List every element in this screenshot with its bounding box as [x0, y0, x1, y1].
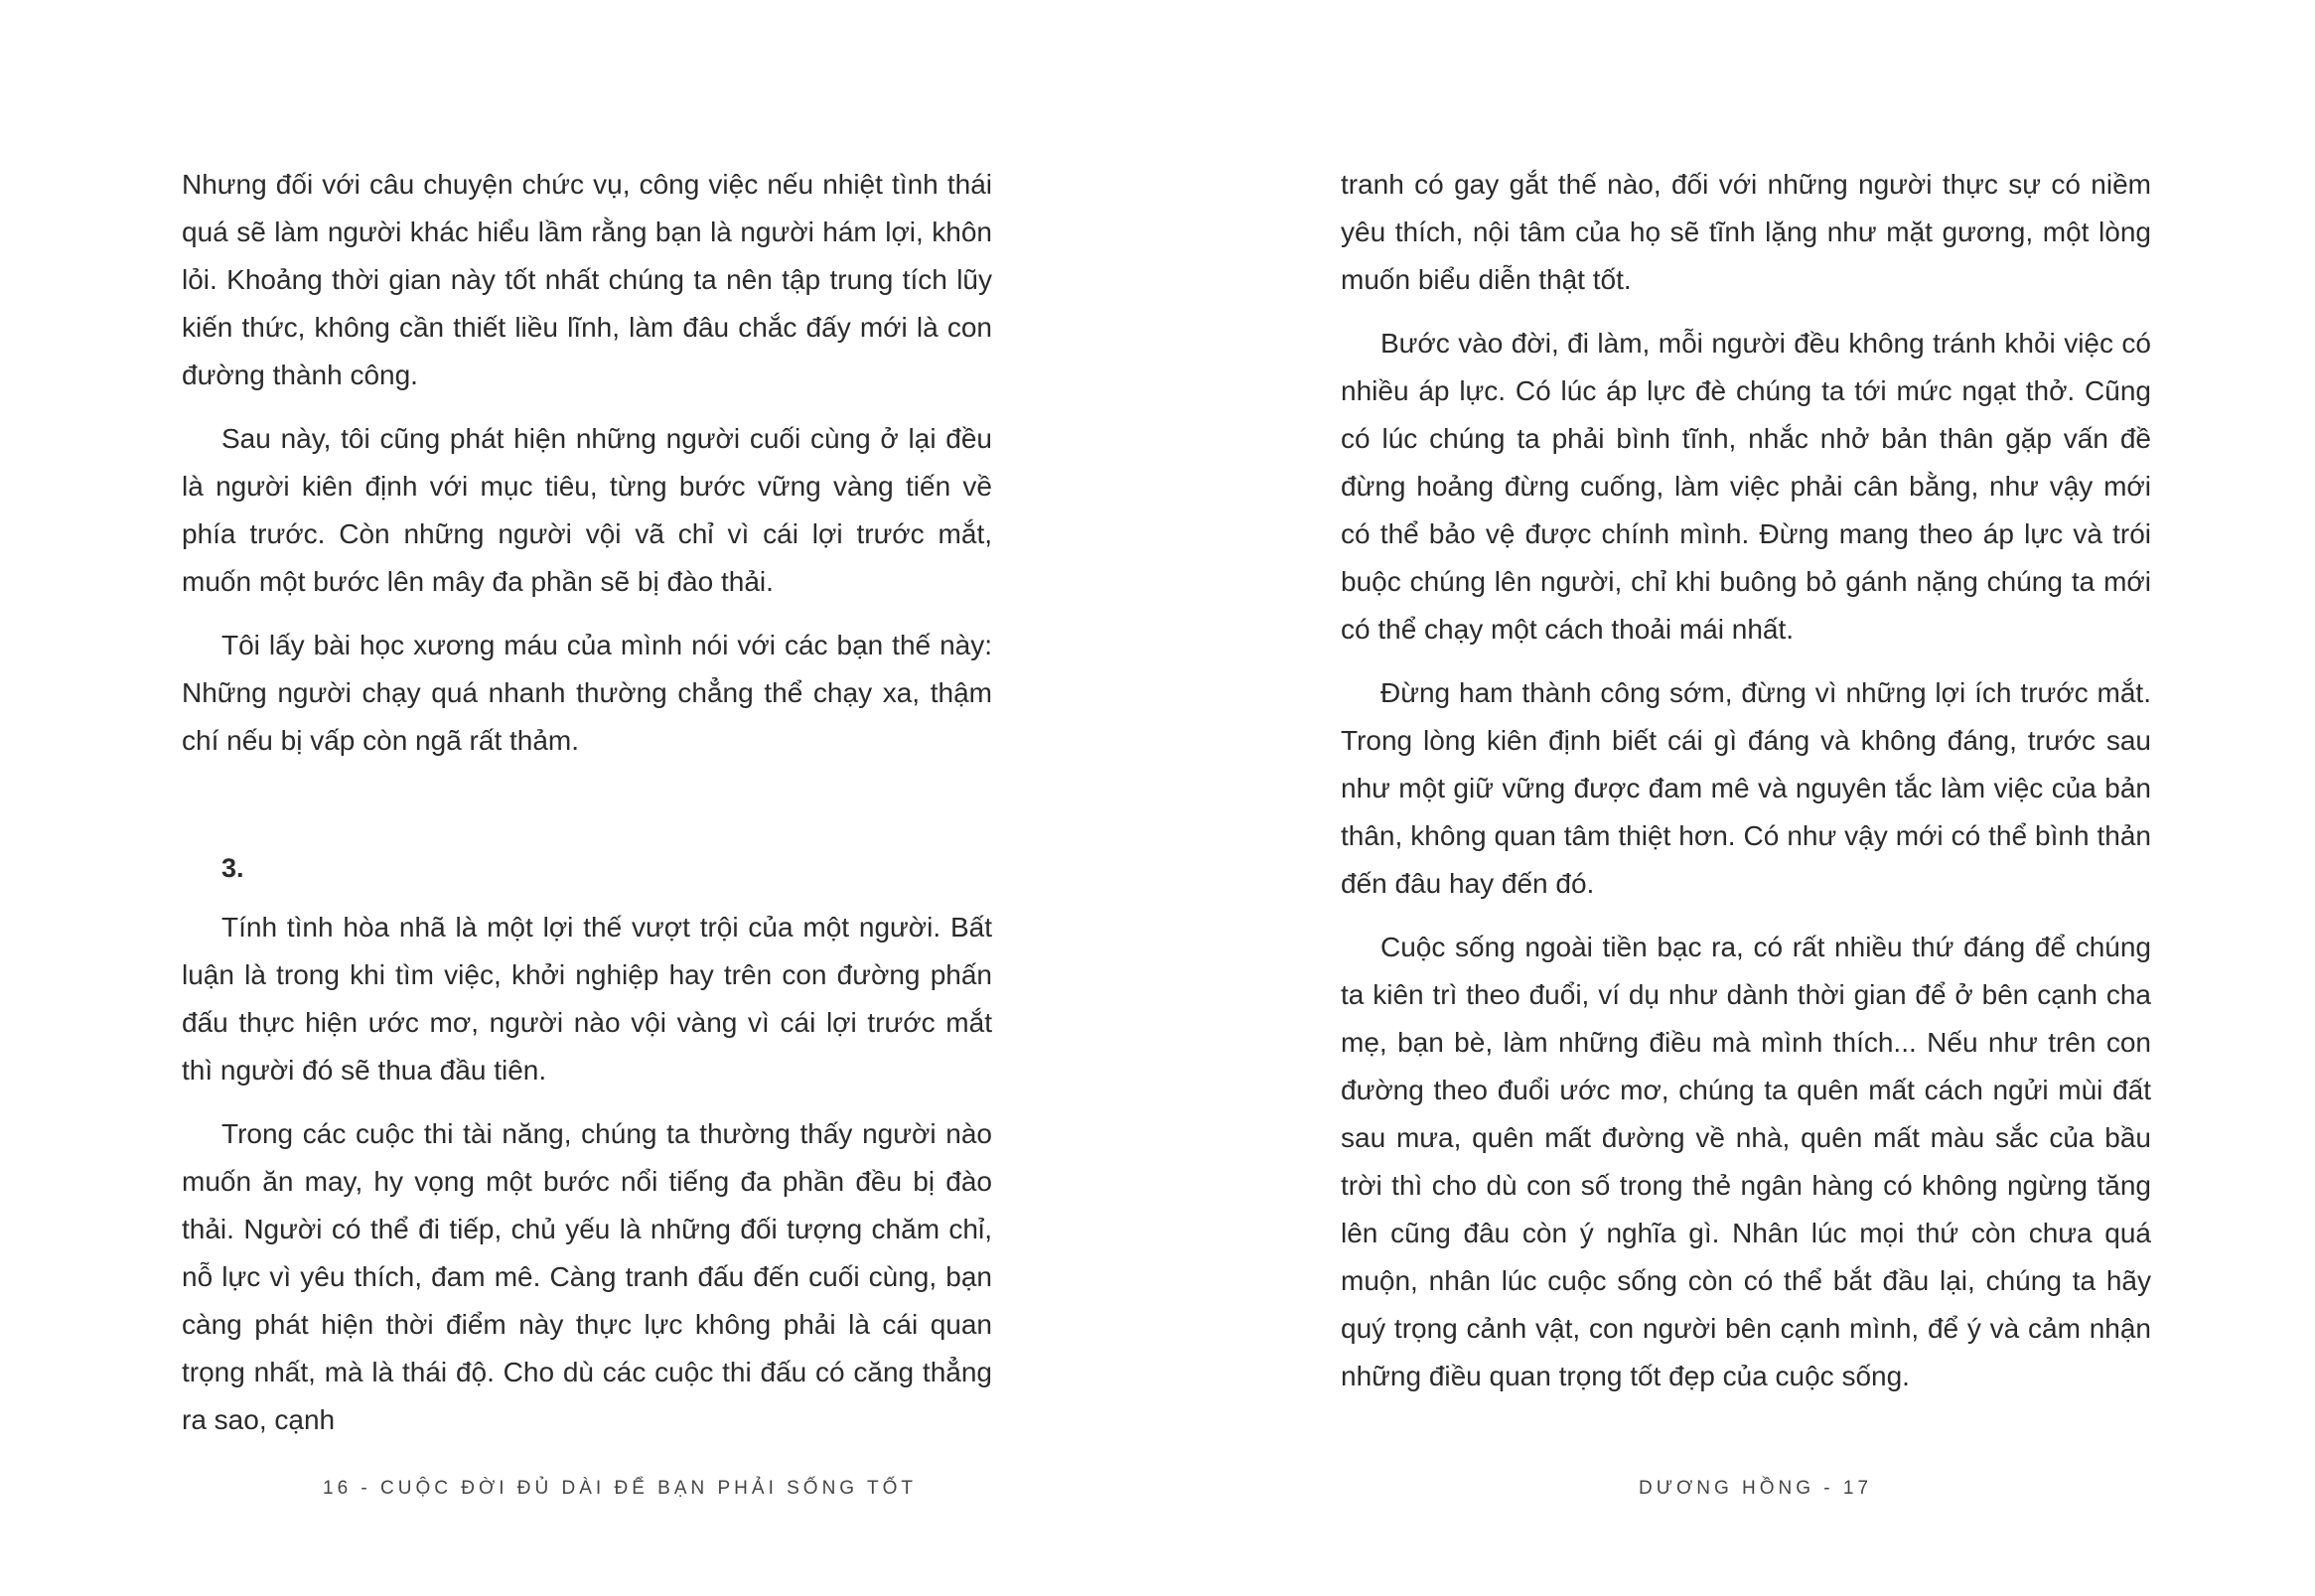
right-page-body [1341, 161, 2151, 1416]
right-page [1157, 0, 2315, 1596]
right-page-footer: DƯƠNG HỒNG - 17 [1639, 1478, 1873, 1499]
paragraph: Bước vào đời, đi làm, mỗi người đều không tránh khỏi việc có nhiều áp lực. Có lúc áp lực đè chúng ta tới mức ngạt thở. Cũng có lúc chúng ta phải bình tĩnh, nhắc nhở bản thân gặp vấn đề đừng hoảng đừng cuống, làm việc phải cân bằng, như vậy mới có thể bảo vệ được chính mình. Đừng mang theo áp lực và trói buộc chúng lên người, chỉ khi buông bỏ gánh nặng chúng ta mới có thể chạy một cách thoải mái nhất. [1341, 328, 2151, 645]
left-page-body [182, 161, 992, 1460]
paragraph: Tính tình hòa nhã là một lợi thế vượt trội của một người. Bất luận là trong khi tìm việc, khởi nghiệp hay trên con đường phấn đấu thực hiện ước mơ, người nào vội vàng vì cái lợi trước mắt thì người đó sẽ thua đầu tiên. [182, 912, 992, 1086]
paragraph: Đừng ham thành công sớm, đừng vì những lợi ích trước mắt. Trong lòng kiên định biết cái gì đáng và không đáng, trước sau như một giữ vững được đam mê và nguyên tắc làm việc của bản thân, không quan tâm thiệt hơn. Có như vậy mới có thể bình thản đến đâu hay đến đó. [1341, 677, 2151, 899]
paragraph: Sau này, tôi cũng phát hiện những người cuối cùng ở lại đều là người kiên định với mục tiêu, từng bước vững vàng tiến về phía trước. Còn những người vội vã chỉ vì cái lợi trước mắt, muốn một bước lên mây đa phần sẽ bị đào thải. [182, 423, 992, 597]
left-page-footer: 16 - CUỘC ĐỜI ĐỦ DÀI ĐỂ BẠN PHẢI SỐNG TỐT [323, 1478, 918, 1499]
paragraph: Cuộc sống ngoài tiền bạc ra, có rất nhiều thứ đáng để chúng ta kiên trì theo đuổi, ví dụ như dành thời gian để ở bên cạnh cha mẹ, bạn bè, làm những điều mà mình thích... Nếu như trên con đường theo đuổi ước mơ, chúng ta quên mất cách ngửi mùi đất sau mưa, quên mất đường về nhà, quên mất màu sắc của bầu trời thì cho dù con số trong thẻ ngân hàng có không ngừng tăng lên cũng đâu còn ý nghĩa gì. Nhân lúc mọi thứ còn chưa quá muộn, nhân lúc cuộc sống còn có thể bắt đầu lại, chúng ta hãy quý trọng cảnh vật, con người bên cạnh mình, để ý và cảm nhận những điều quan trọng tốt đẹp của cuộc sống. [1341, 932, 2151, 1391]
paragraph: Nhưng đối với câu chuyện chức vụ, công việc nếu nhiệt tình thái quá sẽ làm người khác hiểu lầm rằng bạn là người hám lợi, khôn lỏi. Khoảng thời gian này tốt nhất chúng ta nên tập trung tích lũy kiến thức, không cần thiết liều lĩnh, làm đâu chắc đấy mới là con đường thành công. [182, 169, 992, 390]
left-page [0, 0, 1157, 1596]
paragraph: tranh có gay gắt thế nào, đối với những người thực sự có niềm yêu thích, nội tâm của họ sẽ tĩnh lặng như mặt gương, một lòng muốn biểu diễn thật tốt. [1341, 169, 2151, 295]
paragraph: Tôi lấy bài học xương máu của mình nói với các bạn thế này: Những người chạy quá nhanh thường chẳng thể chạy xa, thậm chí nếu bị vấp còn ngã rất thảm. [182, 630, 992, 756]
paragraph: Trong các cuộc thi tài năng, chúng ta thường thấy người nào muốn ăn may, hy vọng một bước nổi tiếng đa phần đều bị đào thải. Người có thể đi tiếp, chủ yếu là những đối tượng chăm chỉ, nỗ lực vì yêu thích, đam mê. Càng tranh đấu đến cuối cùng, bạn càng phát hiện thời điểm này thực lực không phải là cái quan trọng nhất, mà là thái độ. Cho dù các cuộc thi đấu có căng thẳng ra sao, cạnh [182, 1118, 992, 1435]
section-number: 3. [221, 853, 244, 883]
